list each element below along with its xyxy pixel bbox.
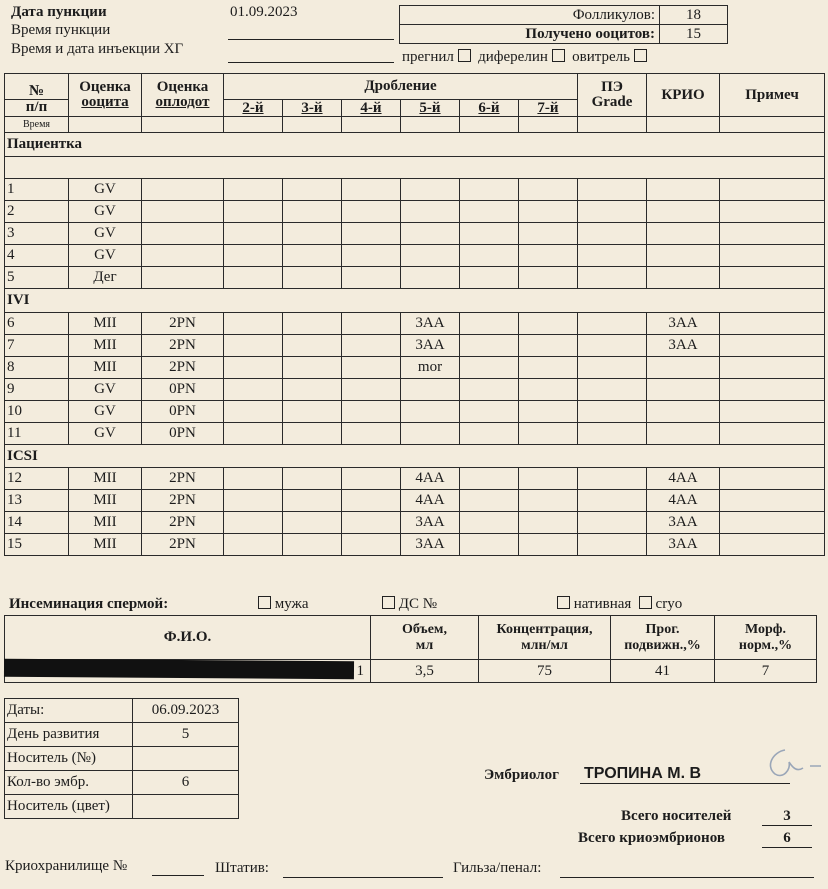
day2-cell xyxy=(224,534,283,556)
note-cell xyxy=(720,335,825,357)
insemination-label: Инсеминация спермой: xyxy=(9,596,169,612)
day7-cell xyxy=(519,534,578,556)
day6-cell xyxy=(460,201,519,223)
day5-cell xyxy=(401,201,460,223)
col-fertilization-header: Оценка оплодот xyxy=(142,74,224,117)
note-cell xyxy=(720,534,825,556)
day3-cell xyxy=(283,223,342,245)
cryo-cell: 3AA xyxy=(647,512,720,534)
note-cell xyxy=(720,267,825,289)
cryo-cell: 3AA xyxy=(647,313,720,335)
day6-cell xyxy=(460,512,519,534)
diferelin-checkbox[interactable] xyxy=(552,49,565,62)
sperm-volume-header: Объем, мл xyxy=(371,616,479,660)
pregnyl-label: прегнил xyxy=(402,49,454,65)
day2-cell xyxy=(224,490,283,512)
sperm-concentration-header: Концентрация, млн/мл xyxy=(479,616,611,660)
note-cell xyxy=(720,423,825,445)
fertilization-grade: 2PN xyxy=(142,313,224,335)
day2-cell xyxy=(224,223,283,245)
table-row xyxy=(5,512,825,534)
day2-cell xyxy=(224,201,283,223)
pe-grade-cell xyxy=(578,401,647,423)
note-cell xyxy=(720,245,825,267)
day2-cell xyxy=(224,179,283,201)
pe-grade-cell xyxy=(578,267,647,289)
pe-grade-cell xyxy=(578,179,647,201)
day4-cell xyxy=(342,201,401,223)
day4-cell xyxy=(342,534,401,556)
day4-cell xyxy=(342,223,401,245)
note-cell xyxy=(720,223,825,245)
day6-cell xyxy=(460,534,519,556)
pe-grade-cell xyxy=(578,313,647,335)
count-value: 6 xyxy=(133,771,239,795)
cryo-cell xyxy=(647,223,720,245)
sperm-motility: 41 xyxy=(611,660,715,683)
fertilization-grade: 2PN xyxy=(142,512,224,534)
day7-cell xyxy=(519,223,578,245)
day7-cell xyxy=(519,468,578,490)
fertilization-grade: 2PN xyxy=(142,534,224,556)
day5-cell: 3AA xyxy=(401,335,460,357)
table-row xyxy=(5,313,825,335)
note-cell xyxy=(720,512,825,534)
day3-cell xyxy=(283,512,342,534)
fertilization-grade: 0PN xyxy=(142,423,224,445)
col-time-header: Время xyxy=(5,117,69,133)
day6-cell xyxy=(460,423,519,445)
straw-field[interactable] xyxy=(560,861,814,878)
rack-field[interactable] xyxy=(283,861,443,878)
day6-cell xyxy=(460,245,519,267)
row-number: 6 xyxy=(5,313,69,335)
table-row xyxy=(5,357,825,379)
total-cryo-label: Всего криоэмбрионов xyxy=(578,830,725,846)
signature-icon xyxy=(755,738,827,788)
blank-row xyxy=(5,157,825,179)
rack-label: Штатив: xyxy=(215,860,269,876)
storage-label: Криохранилище № xyxy=(5,858,128,874)
section-patient: Пациентка xyxy=(5,133,825,157)
pe-grade-cell xyxy=(578,223,647,245)
oocyte-grade: GV xyxy=(69,401,142,423)
fertilization-grade xyxy=(142,223,224,245)
cryo-cell xyxy=(647,179,720,201)
table-row xyxy=(5,490,825,512)
fertilization-grade: 2PN xyxy=(142,490,224,512)
day3-cell xyxy=(283,534,342,556)
puncture-date-value: 01.09.2023 xyxy=(230,4,298,20)
oocyte-grade: GV xyxy=(69,423,142,445)
day7-cell xyxy=(519,357,578,379)
fertilization-grade: 0PN xyxy=(142,379,224,401)
pe-grade-cell xyxy=(578,423,647,445)
oocyte-grade: GV xyxy=(69,223,142,245)
sperm-name-header: Ф.И.О. xyxy=(5,616,371,660)
col-pe-header: ПЭ Grade xyxy=(578,74,647,117)
table-row xyxy=(5,201,825,223)
row-number: 3 xyxy=(5,223,69,245)
day6-cell xyxy=(460,179,519,201)
sperm-morphology-header: Морф. норм.,% xyxy=(715,616,817,660)
oocyte-grade: MII xyxy=(69,313,142,335)
day2-cell xyxy=(224,335,283,357)
cryo-cell xyxy=(647,267,720,289)
day2-cell xyxy=(224,245,283,267)
cryo-cell: 3AA xyxy=(647,335,720,357)
row-number: 7 xyxy=(5,335,69,357)
col-cleavage-header: Дробление xyxy=(224,74,578,100)
day3-cell xyxy=(283,267,342,289)
native-label: нативная xyxy=(573,596,632,612)
ovitrelle-checkbox[interactable] xyxy=(634,49,647,62)
ovitrelle-label: овитрель xyxy=(572,49,630,65)
pe-grade-cell xyxy=(578,201,647,223)
day4-cell xyxy=(342,512,401,534)
table-row xyxy=(5,335,825,357)
oocyte-grade: GV xyxy=(69,379,142,401)
pe-grade-cell xyxy=(578,357,647,379)
day7-cell xyxy=(519,379,578,401)
fertilization-grade xyxy=(142,245,224,267)
row-number: 5 xyxy=(5,267,69,289)
cryo-cell xyxy=(647,379,720,401)
husband-checkbox[interactable] xyxy=(258,596,271,609)
injection-field[interactable] xyxy=(228,46,394,63)
day6-cell xyxy=(460,223,519,245)
row-number: 2 xyxy=(5,201,69,223)
sperm-volume: 3,5 xyxy=(371,660,479,683)
day6-cell xyxy=(460,490,519,512)
col-note-header: Примеч xyxy=(720,74,825,117)
day2-cell xyxy=(224,313,283,335)
col-cryo-header: КРИО xyxy=(647,74,720,117)
day7-cell xyxy=(519,179,578,201)
fertilization-grade: 2PN xyxy=(142,335,224,357)
day3-cell xyxy=(283,423,342,445)
day5-cell: 3AA xyxy=(401,313,460,335)
day3-cell xyxy=(283,379,342,401)
day3-cell xyxy=(283,179,342,201)
note-cell xyxy=(720,490,825,512)
row-number: 11 xyxy=(5,423,69,445)
dates-label: Даты: xyxy=(5,699,133,723)
day2-cell xyxy=(224,512,283,534)
day7-cell xyxy=(519,490,578,512)
dates-value: 06.09.2023 xyxy=(133,699,239,723)
table-row xyxy=(5,245,825,267)
sperm-concentration: 75 xyxy=(479,660,611,683)
total-carriers-value: 3 xyxy=(762,808,812,826)
row-number: 10 xyxy=(5,401,69,423)
day5-cell: 4AA xyxy=(401,490,460,512)
count-label: Кол-во эмбр. xyxy=(5,771,133,795)
cryo-cell xyxy=(647,357,720,379)
day3-cell xyxy=(283,245,342,267)
row-number: 8 xyxy=(5,357,69,379)
day6-cell xyxy=(460,335,519,357)
day4-cell xyxy=(342,313,401,335)
puncture-time-label: Время пункции xyxy=(11,22,111,38)
note-cell xyxy=(720,313,825,335)
follicles-value: 18 xyxy=(660,6,728,25)
oocyte-grade: GV xyxy=(69,201,142,223)
day2-cell xyxy=(224,423,283,445)
insemination-husband xyxy=(258,596,309,613)
carrier-color-value xyxy=(133,795,239,819)
day6-cell xyxy=(460,468,519,490)
table-row xyxy=(5,534,825,556)
table-row xyxy=(5,267,825,289)
oocyte-grade: MII xyxy=(69,468,142,490)
fertilization-grade: 0PN xyxy=(142,401,224,423)
day4-cell xyxy=(342,490,401,512)
day5-cell: 3AA xyxy=(401,534,460,556)
oocyte-grade: GV xyxy=(69,245,142,267)
cryo-cell xyxy=(647,401,720,423)
pregnyl-checkbox[interactable] xyxy=(458,49,471,62)
trigger-options xyxy=(402,49,647,66)
cryo-label: cryo xyxy=(655,596,683,612)
day6-cell xyxy=(460,379,519,401)
day4-cell xyxy=(342,179,401,201)
row-number: 1 xyxy=(5,179,69,201)
day4-cell xyxy=(342,468,401,490)
day7-cell xyxy=(519,423,578,445)
oocyte-grade: MII xyxy=(69,534,142,556)
oocyte-grade: MII xyxy=(69,357,142,379)
oocyte-grade: GV xyxy=(69,179,142,201)
row-number: 12 xyxy=(5,468,69,490)
fertilization-grade: 2PN xyxy=(142,468,224,490)
note-cell xyxy=(720,401,825,423)
day6-header: 6-й xyxy=(460,100,519,117)
cryo-cell xyxy=(647,423,720,445)
day-value: 5 xyxy=(133,723,239,747)
day2-header: 2-й xyxy=(224,100,283,117)
diferelin-label: диферелин xyxy=(478,49,548,65)
counts-table xyxy=(399,5,728,44)
fertilization-grade xyxy=(142,179,224,201)
day6-cell xyxy=(460,267,519,289)
table-row xyxy=(5,468,825,490)
embryologist-label: Эмбриолог xyxy=(484,767,559,783)
day7-cell xyxy=(519,401,578,423)
pe-grade-cell xyxy=(578,468,647,490)
col-number-header: № xyxy=(5,74,69,100)
table-row xyxy=(5,379,825,401)
pe-grade-cell xyxy=(578,490,647,512)
cryo-checkbox[interactable] xyxy=(639,596,652,609)
redaction-bar xyxy=(4,659,354,679)
day4-cell xyxy=(342,267,401,289)
day5-cell: 3AA xyxy=(401,512,460,534)
day2-cell xyxy=(224,401,283,423)
day6-cell xyxy=(460,357,519,379)
straw-label: Гильза/пенал: xyxy=(453,860,542,876)
day2-cell xyxy=(224,357,283,379)
icsi-rows xyxy=(5,468,825,556)
oocytes-label: Получено ооцитов: xyxy=(400,25,660,44)
oocyte-grade: MII xyxy=(69,512,142,534)
storage-field[interactable] xyxy=(152,859,204,876)
section-ivi: IVI xyxy=(5,289,825,313)
day5-header: 5-й xyxy=(401,100,460,117)
day3-cell xyxy=(283,401,342,423)
total-cryo-value: 6 xyxy=(762,830,812,848)
pe-grade-cell xyxy=(578,534,647,556)
day2-cell xyxy=(224,379,283,401)
day5-cell xyxy=(401,423,460,445)
section-icsi: ICSI xyxy=(5,445,825,468)
row-number: 13 xyxy=(5,490,69,512)
cryo-cell: 4AA xyxy=(647,468,720,490)
table-row xyxy=(5,423,825,445)
insemination-native xyxy=(557,596,682,613)
oocyte-grade: MII xyxy=(69,335,142,357)
cryo-cell: 4AA xyxy=(647,490,720,512)
day5-cell xyxy=(401,401,460,423)
sperm-name-tail: 1 xyxy=(356,662,364,679)
day4-cell xyxy=(342,335,401,357)
carrier-label: Носитель (№) xyxy=(5,747,133,771)
day4-cell xyxy=(342,379,401,401)
cryo-cell: 3AA xyxy=(647,534,720,556)
donor-checkbox[interactable] xyxy=(382,596,395,609)
day4-cell xyxy=(342,245,401,267)
sperm-motility-header: Прог. подвижн.,% xyxy=(611,616,715,660)
day4-header: 4-й xyxy=(342,100,401,117)
note-cell xyxy=(720,357,825,379)
day6-cell xyxy=(460,313,519,335)
note-cell xyxy=(720,201,825,223)
pe-grade-cell xyxy=(578,335,647,357)
table-row xyxy=(5,179,825,201)
fertilization-grade xyxy=(142,201,224,223)
day6-cell xyxy=(460,401,519,423)
pe-grade-cell xyxy=(578,245,647,267)
day3-cell xyxy=(283,357,342,379)
day7-cell xyxy=(519,201,578,223)
row-number: 14 xyxy=(5,512,69,534)
day7-cell xyxy=(519,267,578,289)
day5-cell xyxy=(401,223,460,245)
cryo-cell xyxy=(647,245,720,267)
day4-cell xyxy=(342,357,401,379)
note-cell xyxy=(720,468,825,490)
dates-table xyxy=(4,698,239,819)
day5-cell xyxy=(401,245,460,267)
day7-cell xyxy=(519,335,578,357)
day5-cell xyxy=(401,379,460,401)
day5-cell xyxy=(401,179,460,201)
follicles-label: Фолликулов: xyxy=(400,6,660,25)
day3-cell xyxy=(283,335,342,357)
day3-cell xyxy=(283,313,342,335)
note-cell xyxy=(720,379,825,401)
row-number: 9 xyxy=(5,379,69,401)
table-row xyxy=(5,223,825,245)
day5-cell: mor xyxy=(401,357,460,379)
day7-header: 7-й xyxy=(519,100,578,117)
pe-grade-cell xyxy=(578,379,647,401)
pe-grade-cell xyxy=(578,512,647,534)
donor-label: ДС № xyxy=(398,596,438,612)
row-number: 15 xyxy=(5,534,69,556)
day-label: День развития xyxy=(5,723,133,747)
native-checkbox[interactable] xyxy=(557,596,570,609)
day7-cell xyxy=(519,245,578,267)
day4-cell xyxy=(342,401,401,423)
fertilization-grade: 2PN xyxy=(142,357,224,379)
embryologist-name: ТРОПИНА М. В xyxy=(580,765,790,784)
husband-label: мужа xyxy=(274,596,309,612)
patient-rows xyxy=(5,179,825,289)
cryo-cell xyxy=(647,201,720,223)
day5-cell xyxy=(401,267,460,289)
embryo-table xyxy=(4,73,825,556)
day4-cell xyxy=(342,423,401,445)
day5-cell: 4AA xyxy=(401,468,460,490)
injection-label: Время и дата инъекции ХГ xyxy=(11,41,184,57)
carrier-value xyxy=(133,747,239,771)
carrier-color-label: Носитель (цвет) xyxy=(5,795,133,819)
day3-cell xyxy=(283,490,342,512)
oocyte-grade: MII xyxy=(69,490,142,512)
puncture-date-label: Дата пункции xyxy=(11,4,107,20)
day7-cell xyxy=(519,512,578,534)
oocyte-grade: Дег xyxy=(69,267,142,289)
col-oocyte-header: Оценка ооцита xyxy=(69,74,142,117)
sperm-morphology: 7 xyxy=(715,660,817,683)
day7-cell xyxy=(519,313,578,335)
table-row xyxy=(5,401,825,423)
note-cell xyxy=(720,179,825,201)
oocytes-value: 15 xyxy=(660,25,728,44)
total-carriers-label: Всего носителей xyxy=(621,808,732,824)
day3-cell xyxy=(283,201,342,223)
day3-cell xyxy=(283,468,342,490)
day2-cell xyxy=(224,267,283,289)
day2-cell xyxy=(224,468,283,490)
puncture-time-field[interactable] xyxy=(228,23,394,40)
insemination-donor xyxy=(382,596,437,613)
row-number: 4 xyxy=(5,245,69,267)
fertilization-grade xyxy=(142,267,224,289)
day3-header: 3-й xyxy=(283,100,342,117)
col-pp-header: п/п xyxy=(5,100,69,117)
ivi-rows xyxy=(5,313,825,445)
